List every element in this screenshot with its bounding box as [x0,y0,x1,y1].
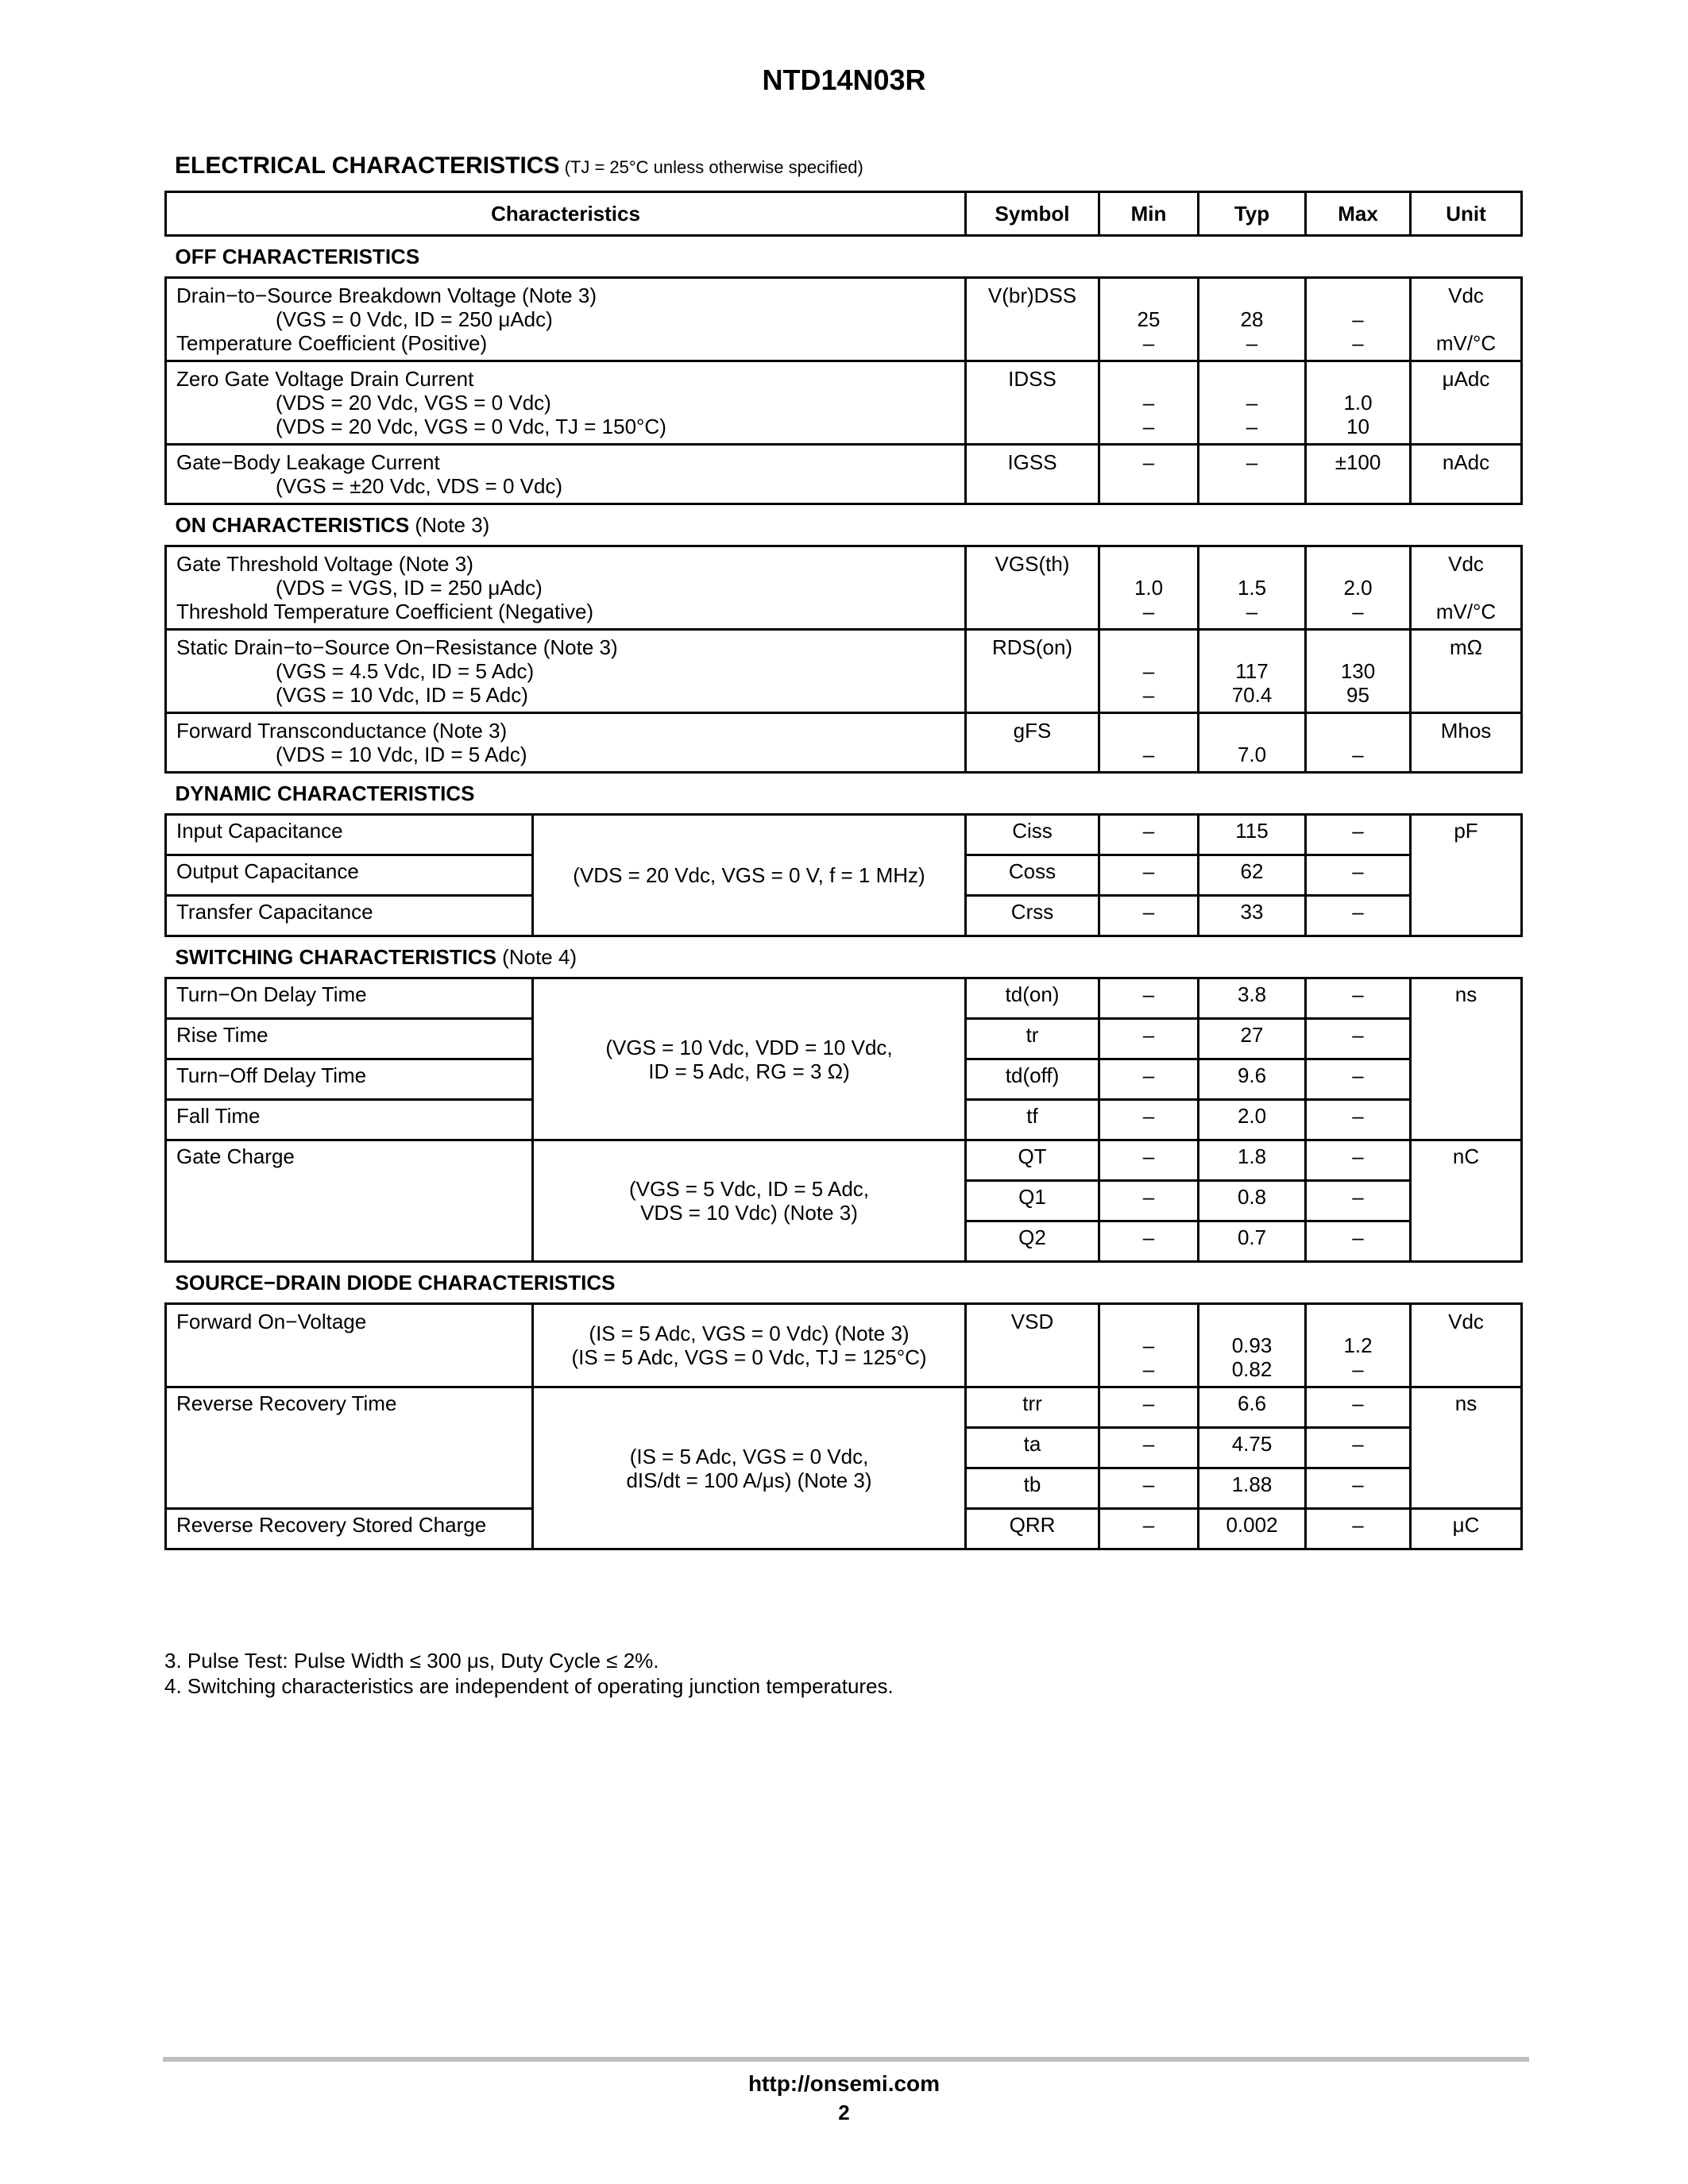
max-value: – [1352,743,1364,766]
min-value: – [1099,1140,1199,1181]
symbol-cell: gFS [966,713,1099,773]
symbol-cell: Crss [966,896,1099,936]
symbol-cell: VSD [966,1304,1099,1387]
footnote: 4. Switching characteristics are independent of operating junction temperatures. [164,1674,894,1698]
symbol-cell: RDS(on) [966,630,1099,713]
param-name: Temperature Coefficient (Positive) [176,331,488,355]
unit-value: μAdc [1411,361,1522,445]
unit-value: Vdc [1448,552,1484,576]
footer-divider [163,2057,1529,2062]
electrical-characteristics-table [164,191,1523,1550]
typ-value: 0.93 [1231,1333,1273,1357]
symbol-cell: V(br)DSS [966,278,1099,361]
max-value: – [1306,896,1411,936]
max-value: – [1306,1428,1411,1468]
typ-value: 117 [1235,659,1269,683]
unit-value: mV/°C [1435,600,1497,623]
max-value: 10 [1346,415,1369,438]
typ-value: 62 [1199,855,1306,896]
param-name: Transfer Capacitance [166,896,533,936]
min-value: – [1142,743,1155,766]
test-condition: (VGS = 10 Vdc, VDD = 10 Vdc, ID = 5 Adc, RG = 3 Ω) [533,978,966,1140]
min-value: – [1099,815,1199,855]
param-name: Rise Time [166,1019,533,1059]
typ-value: 3.8 [1199,978,1306,1019]
max-value: 95 [1346,683,1369,707]
unit-value: Vdc [1411,1304,1522,1387]
symbol-cell: QRR [966,1509,1099,1549]
symbol-cell: trr [966,1387,1099,1428]
typ-value: 1.8 [1199,1140,1306,1181]
symbol-cell: VGS(th) [966,546,1099,630]
max-value: 1.2 [1343,1333,1373,1357]
param-condition: (VDS = 20 Vdc, VGS = 0 Vdc) [276,391,551,415]
test-condition: (VGS = 5 Vdc, ID = 5 Adc, VDS = 10 Vdc) (Note 3) [533,1140,966,1262]
category-off: OFF CHARACTERISTICS [175,245,420,268]
header-typ: Typ [1199,192,1306,236]
min-value: – [1099,1181,1199,1221]
param-name: Gate Threshold Voltage (Note 3) [176,552,473,576]
typ-value: 115 [1199,815,1306,855]
max-value: – [1306,1059,1411,1100]
max-value: – [1306,815,1411,855]
max-value: – [1306,1019,1411,1059]
param-name: Forward On−Voltage [166,1304,533,1387]
typ-value: – [1246,415,1258,438]
min-value: – [1142,683,1155,707]
typ-value: 0.8 [1199,1181,1306,1221]
typ-value: – [1199,445,1306,504]
param-name: Turn−Off Delay Time [166,1059,533,1100]
unit-value: Mhos [1411,713,1522,773]
symbol-cell: td(off) [966,1059,1099,1100]
symbol-cell: tf [966,1100,1099,1140]
unit-value: pF [1411,815,1522,936]
max-value: – [1352,1357,1364,1381]
param-condition: (VGS = 0 Vdc, ID = 250 μAdc) [276,307,553,331]
min-value: – [1099,896,1199,936]
typ-value: – [1246,391,1258,415]
section-condition: (TJ = 25°C unless otherwise specified) [564,157,863,177]
param-name: Forward Transconductance (Note 3) [176,719,508,743]
page-title: NTD14N03R [762,64,926,96]
category-on: ON CHARACTERISTICS (Note 3) [175,513,490,537]
header-min: Min [1099,192,1199,236]
param-condition: (VGS = 4.5 Vdc, ID = 5 Adc) [276,659,535,683]
max-value: – [1306,1140,1411,1181]
section-title: ELECTRICAL CHARACTERISTICS [175,152,560,179]
min-value: – [1099,1509,1199,1549]
unit-value: mV/°C [1435,331,1497,355]
min-value: – [1099,1019,1199,1059]
min-value: – [1142,1357,1155,1381]
footer-link[interactable]: http://onsemi.com [747,2071,941,2096]
test-condition: (IS = 5 Adc, VGS = 0 Vdc) (Note 3) (IS = 5 Adc, VGS = 0 Vdc, TJ = 125°C) [533,1304,966,1387]
symbol-cell: tr [966,1019,1099,1059]
max-value: – [1306,1221,1411,1262]
section-heading [175,152,863,179]
max-value: – [1306,1181,1411,1221]
param-condition: (VGS = ±20 Vdc, VDS = 0 Vdc) [276,474,563,498]
footnotes [164,1648,894,1699]
table-row [166,278,1522,361]
max-value: – [1306,1387,1411,1428]
category-dynamic: DYNAMIC CHARACTERISTICS [175,781,475,805]
param-name: Zero Gate Voltage Drain Current [176,367,474,391]
param-name: Reverse Recovery Stored Charge [166,1509,533,1549]
min-value: – [1099,445,1199,504]
header-characteristics: Characteristics [166,192,966,236]
max-value: – [1352,331,1364,355]
page-number: 2 [838,2101,850,2124]
table-row [166,1387,1522,1428]
unit-value: Vdc [1448,284,1484,307]
table-row [166,630,1522,713]
category-diode: SOURCE−DRAIN DIODE CHARACTERISTICS [175,1271,616,1295]
typ-value: 70.4 [1231,683,1273,707]
symbol-cell: Ciss [966,815,1099,855]
table-row [166,978,1522,1019]
symbol-cell: td(on) [966,978,1099,1019]
max-value: – [1352,307,1364,331]
table-header-row [166,192,1522,236]
param-name: Input Capacitance [166,815,533,855]
typ-value: 6.6 [1199,1387,1306,1428]
typ-value: 2.0 [1199,1100,1306,1140]
unit-value: nAdc [1411,445,1522,504]
max-value: 1.0 [1343,391,1373,415]
min-value: – [1099,1428,1199,1468]
max-value: ±100 [1306,445,1411,504]
unit-value: ns [1411,978,1522,1140]
max-value: – [1306,1100,1411,1140]
symbol-cell: ta [966,1428,1099,1468]
min-value: – [1142,1333,1155,1357]
max-value: – [1352,600,1364,623]
unit-value: mΩ [1411,630,1522,713]
table-row [166,361,1522,445]
min-value: – [1099,978,1199,1019]
table-row [166,1304,1522,1387]
table-row [166,815,1522,855]
typ-value: 9.6 [1199,1059,1306,1100]
typ-value: 1.88 [1199,1468,1306,1509]
typ-value: 1.5 [1237,576,1267,600]
param-name: Turn−On Delay Time [166,978,533,1019]
typ-value: 0.002 [1199,1509,1306,1549]
header-symbol: Symbol [966,192,1099,236]
param-condition: (VGS = 10 Vdc, ID = 5 Adc) [276,683,528,707]
typ-value: 0.7 [1199,1221,1306,1262]
param-condition: (VDS = VGS, ID = 250 μAdc) [276,576,543,600]
unit-value: ns [1411,1387,1522,1509]
typ-value: 4.75 [1199,1428,1306,1468]
symbol-cell: IDSS [966,361,1099,445]
min-value: – [1099,1100,1199,1140]
max-value: – [1306,1468,1411,1509]
min-value: – [1099,1221,1199,1262]
param-name: Static Drain−to−Source On−Resistance (Note 3) [176,635,618,659]
unit-value: μC [1411,1509,1522,1549]
footnote: 3. Pulse Test: Pulse Width ≤ 300 μs, Duty Cycle ≤ 2%. [164,1649,659,1673]
param-name: Fall Time [166,1100,533,1140]
header-max: Max [1306,192,1411,236]
param-name: Gate−Body Leakage Current [176,450,440,474]
typ-value: – [1246,600,1258,623]
param-name: Output Capacitance [166,855,533,896]
typ-value: – [1246,331,1258,355]
symbol-cell: Q1 [966,1181,1099,1221]
max-value: 2.0 [1343,576,1373,600]
typ-value: 33 [1199,896,1306,936]
max-value: – [1306,855,1411,896]
typ-value: 27 [1199,1019,1306,1059]
min-value: – [1099,1387,1199,1428]
max-value: – [1306,1509,1411,1549]
table-row [166,546,1522,630]
table-row [166,713,1522,773]
param-condition: (VDS = 20 Vdc, VGS = 0 Vdc, TJ = 150°C) [276,415,666,438]
symbol-cell: Q2 [966,1221,1099,1262]
symbol-cell: tb [966,1468,1099,1509]
category-switching: SWITCHING CHARACTERISTICS (Note 4) [175,945,577,969]
max-value: – [1306,978,1411,1019]
min-value: – [1142,659,1155,683]
symbol-cell: Coss [966,855,1099,896]
min-value: – [1142,600,1155,623]
table-row [166,1140,1522,1181]
param-name: Threshold Temperature Coefficient (Negative) [176,600,594,623]
typ-value: 28 [1240,307,1264,331]
param-name: Gate Charge [166,1140,533,1262]
min-value: – [1099,855,1199,896]
typ-value: 7.0 [1237,743,1267,766]
min-value: 25 [1137,307,1161,331]
param-name: Reverse Recovery Time [166,1387,533,1509]
max-value: 130 [1340,659,1376,683]
min-value: – [1142,331,1155,355]
test-condition: (VDS = 20 Vdc, VGS = 0 V, f = 1 MHz) [533,815,966,936]
min-value: – [1142,415,1155,438]
symbol-cell: IGSS [966,445,1099,504]
table-row [166,445,1522,504]
unit-value: nC [1411,1140,1522,1262]
header-unit: Unit [1411,192,1522,236]
test-condition: (IS = 5 Adc, VGS = 0 Vdc, dIS/dt = 100 A/μs) (Note 3) [533,1387,966,1549]
param-name: Drain−to−Source Breakdown Voltage (Note 3) [176,284,597,307]
symbol-cell: QT [966,1140,1099,1181]
min-value: – [1142,391,1155,415]
param-condition: (VDS = 10 Vdc, ID = 5 Adc) [276,743,527,766]
min-value: – [1099,1059,1199,1100]
min-value: – [1099,1468,1199,1509]
typ-value: 0.82 [1231,1357,1273,1381]
min-value: 1.0 [1134,576,1164,600]
